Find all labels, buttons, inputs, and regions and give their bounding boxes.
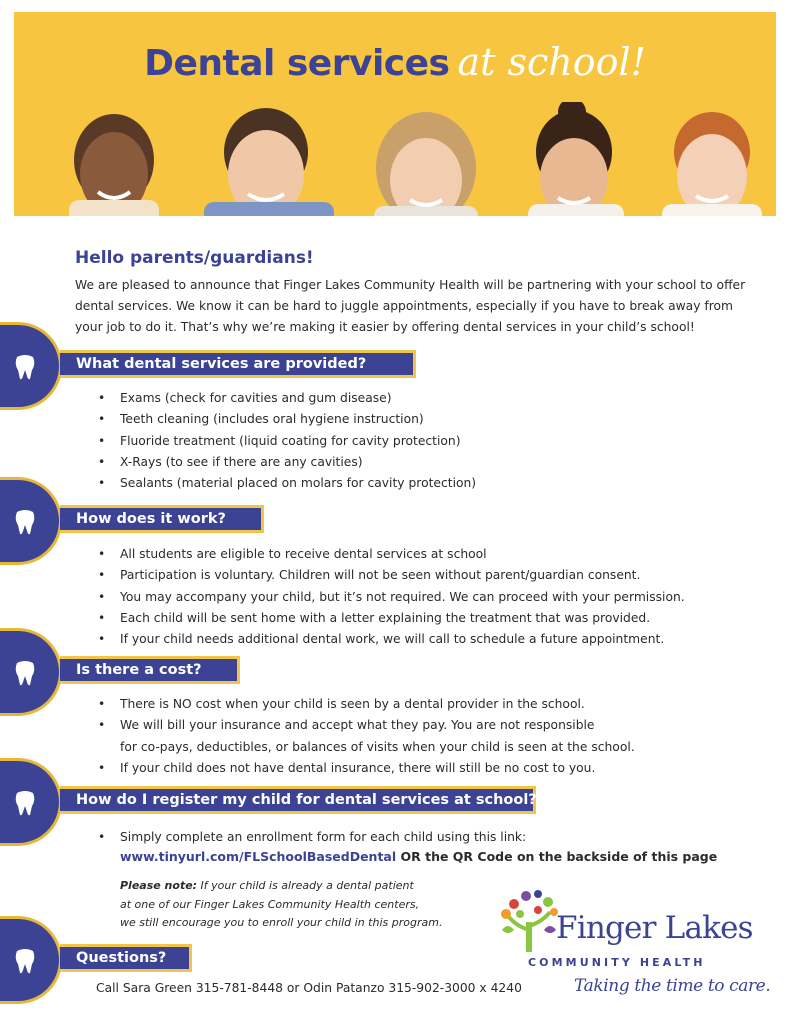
section-heading-register: How do I register my child for dental services at school?	[60, 786, 536, 814]
list-item: • There is NO cost when your child is seen by a dental provider in the school.	[96, 694, 635, 715]
note-label: Please note:	[120, 879, 198, 892]
list-item-line: for co-pays, deductibles, or balances of visits when your child is seen at the school.	[120, 739, 635, 754]
child-2-illustration	[204, 108, 334, 222]
enrollment-link-line	[120, 849, 717, 864]
finger-lakes-logo	[498, 886, 771, 1004]
note-text: If your child is already a dental patient	[197, 879, 414, 892]
header-banner	[14, 12, 776, 222]
list-item: • Sealants (material placed on molars for cavity protection)	[96, 473, 476, 494]
list-item: • Each child will be sent home with a letter explaining the treatment that was provided.	[96, 608, 685, 629]
logo-subtitle: COMMUNITY HEALTH	[528, 956, 706, 969]
title-script: at school!	[457, 40, 646, 84]
list-item: • Simply complete an enrollment form for each child using this link:	[96, 827, 526, 848]
tree-logo-icon	[498, 886, 562, 956]
intro-line: We are pleased to announce that Finger Lakes Community Health will be partnering with your school to offer	[75, 278, 746, 292]
banner-card-edge	[14, 216, 776, 230]
how-it-works-list	[96, 544, 685, 650]
logo-name: Finger Lakes	[556, 910, 753, 946]
list-item	[96, 715, 635, 758]
greeting-heading: Hello parents/guardians!	[75, 248, 314, 268]
children-photo	[14, 102, 776, 222]
section-heading-cost: Is there a cost?	[60, 656, 240, 684]
list-item: • If your child needs additional dental work, we will call to schedule a future appointment.	[96, 629, 685, 650]
list-item: • All students are eligible to receive dental services at school	[96, 544, 685, 565]
note-text: at one of our Finger Lakes Community Health centers,	[120, 897, 420, 911]
list-item: • If your child does not have dental insurance, there will still be no cost to you.	[96, 758, 635, 779]
section-tooth-badge	[0, 477, 62, 565]
tooth-icon	[14, 660, 36, 686]
list-item: • Exams (check for cavities and gum disease)	[96, 388, 476, 409]
title-main: Dental services	[144, 43, 450, 84]
cost-list	[96, 694, 635, 779]
child-1-illustration	[69, 114, 159, 222]
intro-line: dental services. We know it can be hard to juggle appointments, especially if you have to break away from	[75, 299, 734, 313]
services-list	[96, 388, 476, 494]
section-tooth-badge	[0, 758, 62, 846]
please-note	[120, 877, 480, 933]
intro-line: your job to do it. That’s why we’re making it easier by offering dental services in your child’s school!	[75, 320, 695, 334]
list-item-line: • We will bill your insurance and accept what they pay. You are not responsible	[120, 718, 595, 733]
list-item: • Teeth cleaning (includes oral hygiene instruction)	[96, 409, 476, 430]
section-heading-how-it-works: How does it work?	[60, 505, 264, 533]
child-3-illustration	[374, 112, 478, 222]
logo-tagline: Taking the time to care.	[574, 976, 771, 996]
child-4-illustration	[528, 102, 624, 222]
register-list	[96, 827, 526, 848]
tooth-icon	[14, 354, 36, 380]
tooth-icon	[14, 790, 36, 816]
note-text: we still encourage you to enroll your child in this program.	[120, 916, 443, 929]
section-tooth-badge	[0, 322, 62, 410]
section-heading-questions: Questions?	[60, 944, 192, 972]
page-title	[14, 40, 776, 84]
tooth-icon	[14, 509, 36, 535]
list-item: • You may accompany your child, but it’s not required. We can proceed with your permission.	[96, 587, 685, 608]
section-tooth-badge	[0, 628, 62, 716]
child-5-illustration	[662, 112, 762, 222]
enrollment-link[interactable]: www.tinyurl.com/FLSchoolBasedDental	[120, 849, 397, 864]
section-tooth-badge	[0, 916, 62, 1004]
list-item: • Fluoride treatment (liquid coating for cavity protection)	[96, 431, 476, 452]
intro-paragraph	[75, 275, 755, 338]
tooth-icon	[14, 948, 36, 974]
list-item: • X-Rays (to see if there are any cavities)	[96, 452, 476, 473]
qr-code-reference: OR the QR Code on the backside of this page	[396, 849, 718, 864]
section-heading-services: What dental services are provided?	[60, 350, 416, 378]
list-item: • Participation is voluntary. Children will not be seen without parent/guardian consent.	[96, 565, 685, 586]
contact-phone-line: Call Sara Green 315-781-8448 or Odin Patanzo 315-902-3000 x 4240	[96, 981, 522, 995]
